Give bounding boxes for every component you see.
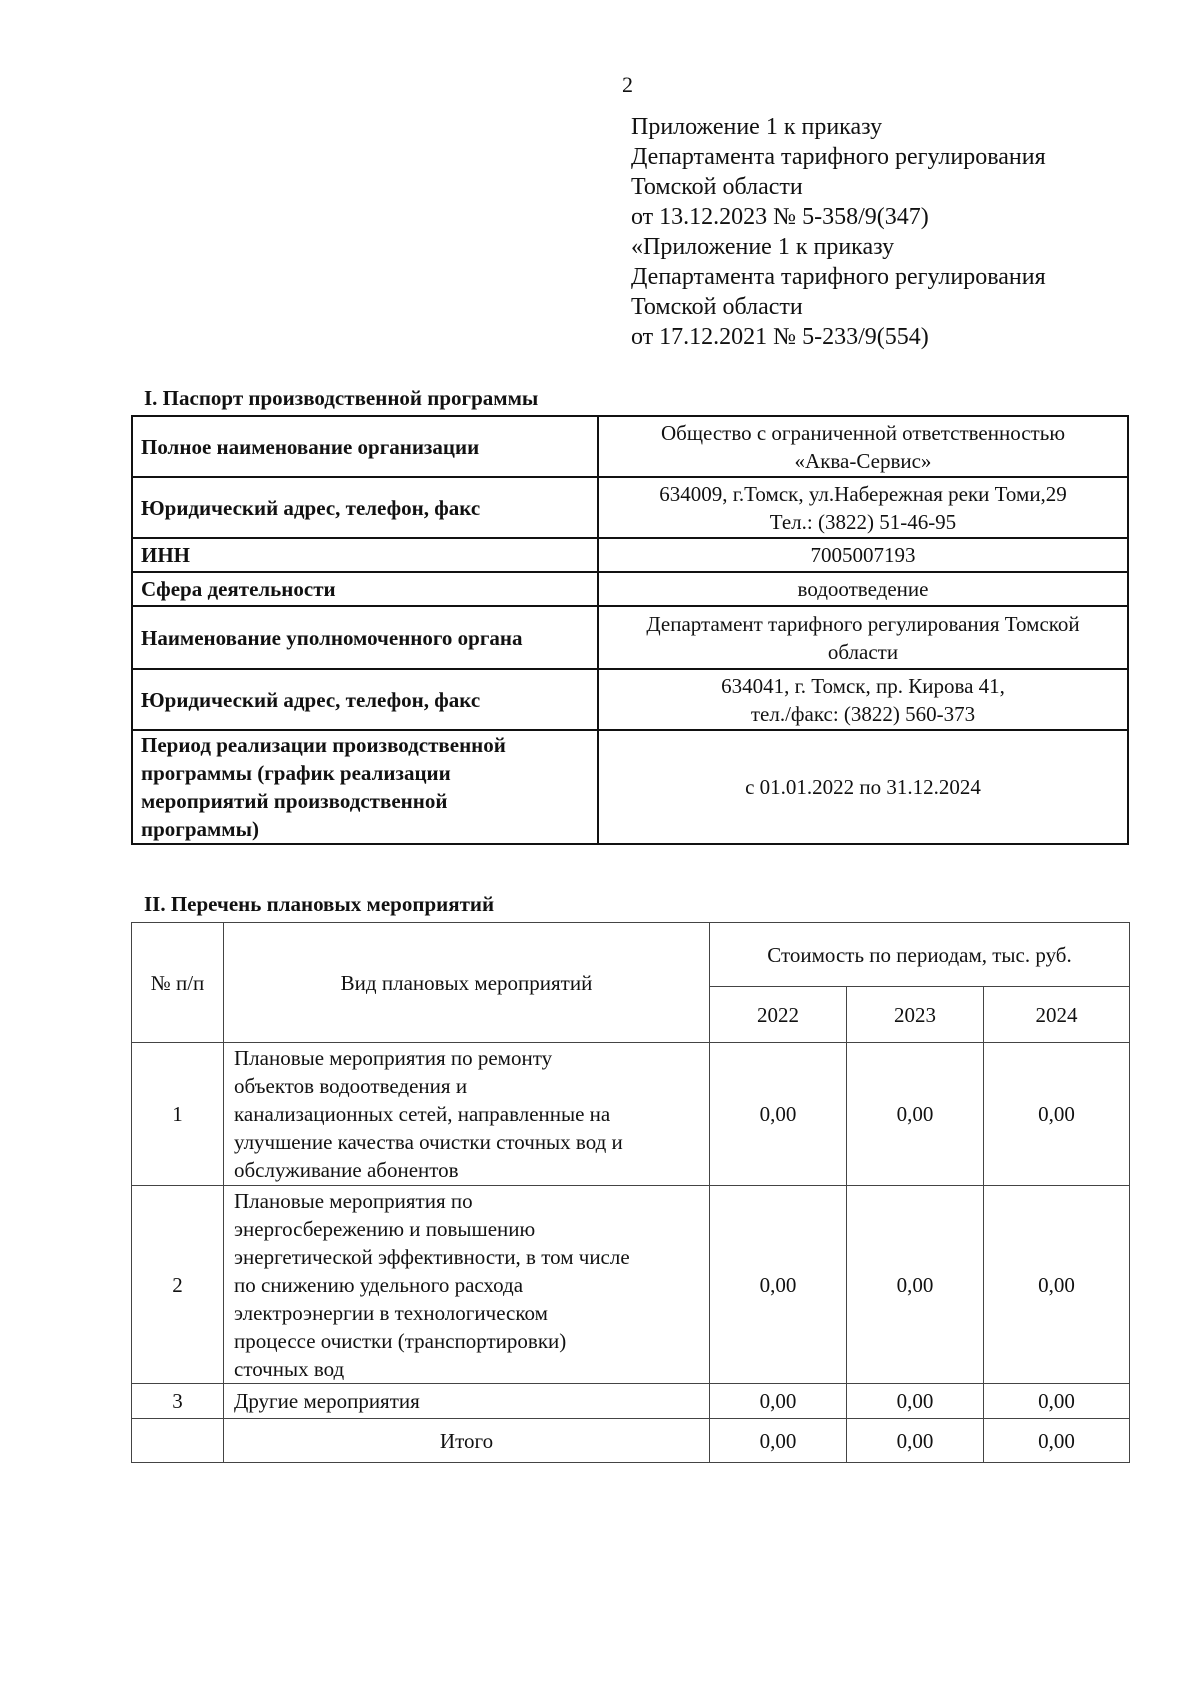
page-number: 2 <box>622 72 633 97</box>
row-label: Юридический адрес, телефон, факс <box>132 477 598 538</box>
row-value: 0,00 <box>847 1043 984 1186</box>
total-value: 0,00 <box>984 1419 1130 1463</box>
row-label <box>132 730 598 844</box>
total-value: 0,00 <box>710 1419 847 1463</box>
table-row <box>132 1384 1130 1419</box>
value-line: Общество с ограниченной ответственностью <box>660 420 1066 445</box>
table-row <box>132 477 1128 538</box>
value-line: 634041, г. Томск, пр. Кирова 41, <box>721 673 1005 698</box>
measures-table <box>131 922 1130 1463</box>
appendix-line: «Приложение 1 к приказу <box>631 234 895 260</box>
header-kind: Вид плановых мероприятий <box>224 923 710 1043</box>
label-line: программы (график реализации <box>141 761 451 785</box>
value-line: области <box>827 639 899 664</box>
header-year: 2024 <box>984 987 1130 1043</box>
row-description <box>224 1186 710 1384</box>
table-row <box>132 669 1128 730</box>
table-row <box>132 606 1128 669</box>
value-line: «Аква-Сервис» <box>794 448 932 473</box>
appendix-block <box>631 112 1151 352</box>
appendix-line: Департамента тарифного регулирования <box>631 144 1046 170</box>
desc-line: улучшение качества очистки сточных вод и <box>234 1130 623 1154</box>
header-year: 2022 <box>710 987 847 1043</box>
value-line: тел./факс: (3822) 560-373 <box>750 701 976 726</box>
desc-line: Плановые мероприятия по <box>234 1188 473 1213</box>
appendix-line: от 13.12.2023 № 5-358/9(347) <box>631 204 929 230</box>
label-line: мероприятий производственной <box>141 789 448 813</box>
appendix-line: от 17.12.2021 № 5-233/9(554) <box>631 324 929 350</box>
value-line: 634009, г.Томск, ул.Набережная реки Томи,29 <box>659 481 1067 506</box>
desc-line: энергетической эффективности, в том числе <box>234 1244 630 1269</box>
row-value: 0,00 <box>710 1043 847 1186</box>
row-label: Сфера деятельности <box>132 572 598 606</box>
row-value: 0,00 <box>984 1043 1130 1186</box>
row-description: Другие мероприятия <box>224 1384 710 1419</box>
desc-line: сточных вод <box>234 1356 345 1381</box>
table-row <box>132 1043 1130 1186</box>
appendix-line: Приложение 1 к приказу <box>631 114 883 140</box>
row-description <box>224 1043 710 1186</box>
row-number: 2 <box>132 1186 224 1384</box>
row-number: 3 <box>132 1384 224 1419</box>
desc-line: по снижению удельного расхода <box>234 1272 524 1297</box>
row-value <box>598 606 1128 669</box>
total-value: 0,00 <box>847 1419 984 1463</box>
total-row <box>132 1419 1130 1463</box>
desc-line: электроэнергии в технологическом <box>234 1300 548 1325</box>
desc-line: объектов водоотведения и <box>234 1074 468 1098</box>
row-value <box>598 477 1128 538</box>
appendix-line: Томской области <box>631 174 803 200</box>
desc-line: энергосбережению и повышению <box>234 1216 536 1241</box>
appendix-line: Томской области <box>631 294 803 320</box>
table-row <box>132 416 1128 477</box>
row-value: 0,00 <box>710 1384 847 1419</box>
label-line: программы) <box>141 817 259 841</box>
row-value: 0,00 <box>847 1384 984 1419</box>
row-value: водоотведение <box>598 572 1128 606</box>
desc-line: обслуживание абонентов <box>234 1158 459 1182</box>
row-value: 0,00 <box>984 1186 1130 1384</box>
header-row <box>132 923 1130 987</box>
value-line: Тел.: (3822) 51-46-95 <box>769 509 957 534</box>
row-number: 1 <box>132 1043 224 1186</box>
table-row <box>132 538 1128 572</box>
row-value: 0,00 <box>984 1384 1130 1419</box>
header-num: № п/п <box>132 923 224 1043</box>
appendix-line: Департамента тарифного регулирования <box>631 264 1046 290</box>
row-label: Полное наименование организации <box>132 416 598 477</box>
total-empty-cell <box>132 1419 224 1463</box>
desc-line: Плановые мероприятия по ремонту <box>234 1046 553 1070</box>
table-row <box>132 572 1128 606</box>
desc-line: канализационных сетей, направленные на <box>234 1102 611 1126</box>
row-value: 0,00 <box>710 1186 847 1384</box>
row-label: Наименование уполномоченного органа <box>132 606 598 669</box>
value-line: Департамент тарифного регулирования Томской <box>646 611 1080 636</box>
row-value: 0,00 <box>847 1186 984 1384</box>
row-label: Юридический адрес, телефон, факс <box>132 669 598 730</box>
row-value: 7005007193 <box>598 538 1128 572</box>
section-2-title: II. Перечень плановых мероприятий <box>144 892 495 916</box>
table-row <box>132 730 1128 844</box>
passport-table <box>131 415 1129 845</box>
row-value: с 01.01.2022 по 31.12.2024 <box>598 730 1128 844</box>
table-row <box>132 1186 1130 1384</box>
row-label: ИНН <box>132 538 598 572</box>
row-value <box>598 416 1128 477</box>
desc-line: процессе очистки (транспортировки) <box>234 1328 567 1353</box>
header-year: 2023 <box>847 987 984 1043</box>
row-value <box>598 669 1128 730</box>
section-1-title: I. Паспорт производственной программы <box>144 386 539 410</box>
total-label: Итого <box>224 1419 710 1463</box>
label-line: Период реализации производственной <box>141 733 506 757</box>
header-cost: Стоимость по периодам, тыс. руб. <box>710 923 1130 987</box>
